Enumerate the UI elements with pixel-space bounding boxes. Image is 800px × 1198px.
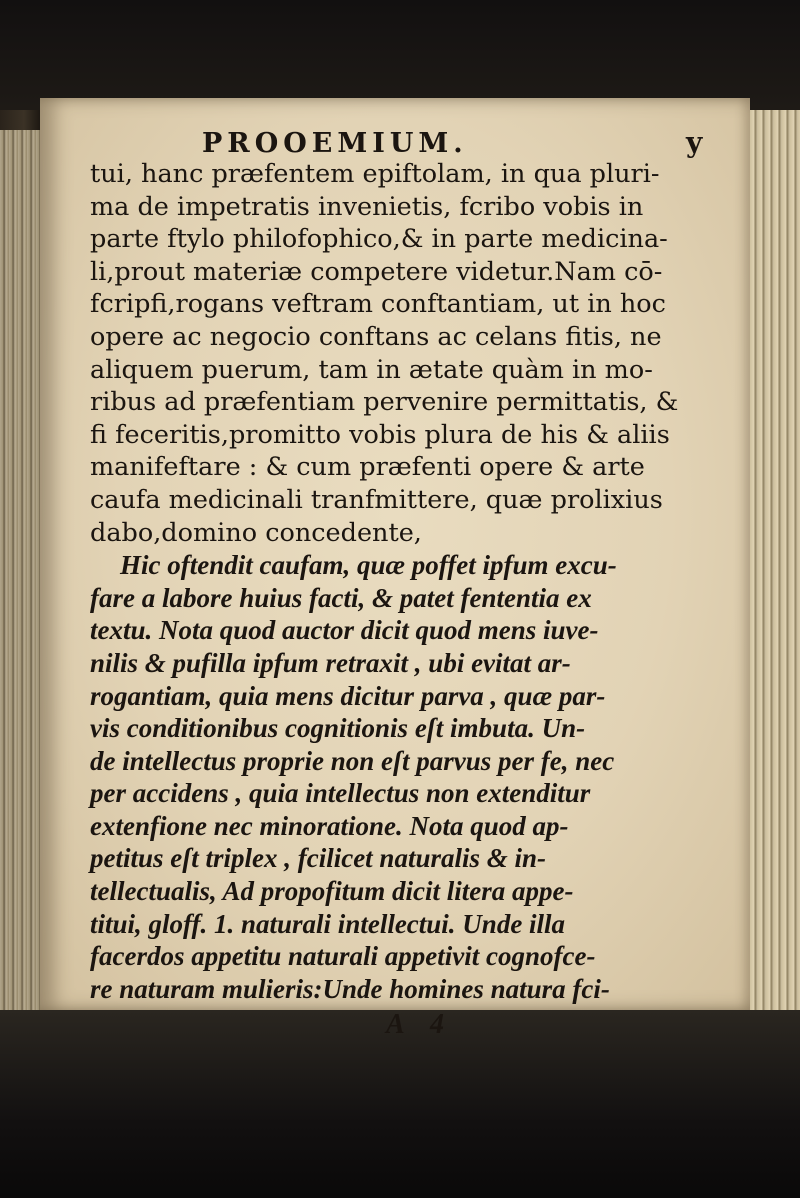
commentary-line: tellectualis, Ad propofitum dicit litera appe- xyxy=(90,876,574,907)
text-line: dabo,domino concedente, xyxy=(90,517,422,548)
header-title: PROOEMIUM. xyxy=(202,128,468,159)
running-header xyxy=(90,126,730,158)
text-line: manifeftare : & cum præfenti opere & arte xyxy=(90,452,645,483)
signature-mark: y xyxy=(686,126,703,159)
text-line: tui, hanc præfentem epiftolam, in qua pluri- xyxy=(90,159,660,189)
text-line: fcripfi,rogans veftram conftantiam, ut in hoc xyxy=(90,289,666,320)
commentary-line: Hic oftendit caufam, quæ poffet ipfum excu- xyxy=(120,550,617,581)
text-line: ribus ad præfentiam pervenire permittatis, & xyxy=(90,387,679,418)
commentary-line: textu. Nota quod auctor dicit quod mens iuve- xyxy=(90,615,599,646)
commentary-line: nilis & pufilla ipfum retraxit , ubi evitat ar- xyxy=(90,647,571,678)
signature-number: 4 xyxy=(430,1009,444,1041)
text-line: opere ac negocio conftans ac celans fitis, ne xyxy=(90,321,662,352)
text-line: ma de impetratis invenietis, fcribo vobis in xyxy=(90,191,644,222)
commentary-line: titui, gloff. 1. naturali intellectui. Unde illa xyxy=(90,908,566,939)
commentary-line: vis conditionibus cognitionis eſt imbuta. Un- xyxy=(90,713,586,744)
page-text xyxy=(90,126,730,1045)
commentary-line: petitus eſt triplex , fcilicet naturalis & in- xyxy=(90,843,546,874)
right-page-edges xyxy=(742,110,800,1010)
signature-letter: A xyxy=(386,1009,405,1041)
commentary-line: de intellectus proprie non eſt parvus per fe, nec xyxy=(90,745,615,776)
commentary-line: facerdos appetitu naturali appetivit cognofce- xyxy=(90,941,596,972)
commentary-line: rogantiam, quia mens dicitur parva , quæ par- xyxy=(90,680,606,711)
text-line: parte ftylo philofophico,& in parte medicina- xyxy=(90,224,668,255)
catchword-row xyxy=(90,1005,730,1045)
text-line: fi feceritis,promitto vobis plura de his & aliis xyxy=(90,419,670,450)
commentary-line: fare a labore huius facti, & patet fententia ex xyxy=(90,582,592,613)
italic-commentary xyxy=(90,549,730,1005)
text-line: aliquem puerum, tam in ætate quàm in mo- xyxy=(90,354,653,385)
background-top xyxy=(0,0,800,110)
commentary-line: per accidens , quia intellectus non extenditur xyxy=(90,778,591,809)
text-line: caufa medicinali tranfmittere, quæ prolixius xyxy=(90,484,663,515)
text-line: li,prout materiæ competere videtur.Nam cō- xyxy=(90,256,663,287)
roman-paragraph xyxy=(90,158,730,549)
commentary-line: extenfione nec minoratione. Nota quod ap- xyxy=(90,810,569,841)
commentary-line: re naturam mulieris:Unde homines natura fci- xyxy=(90,973,610,1004)
